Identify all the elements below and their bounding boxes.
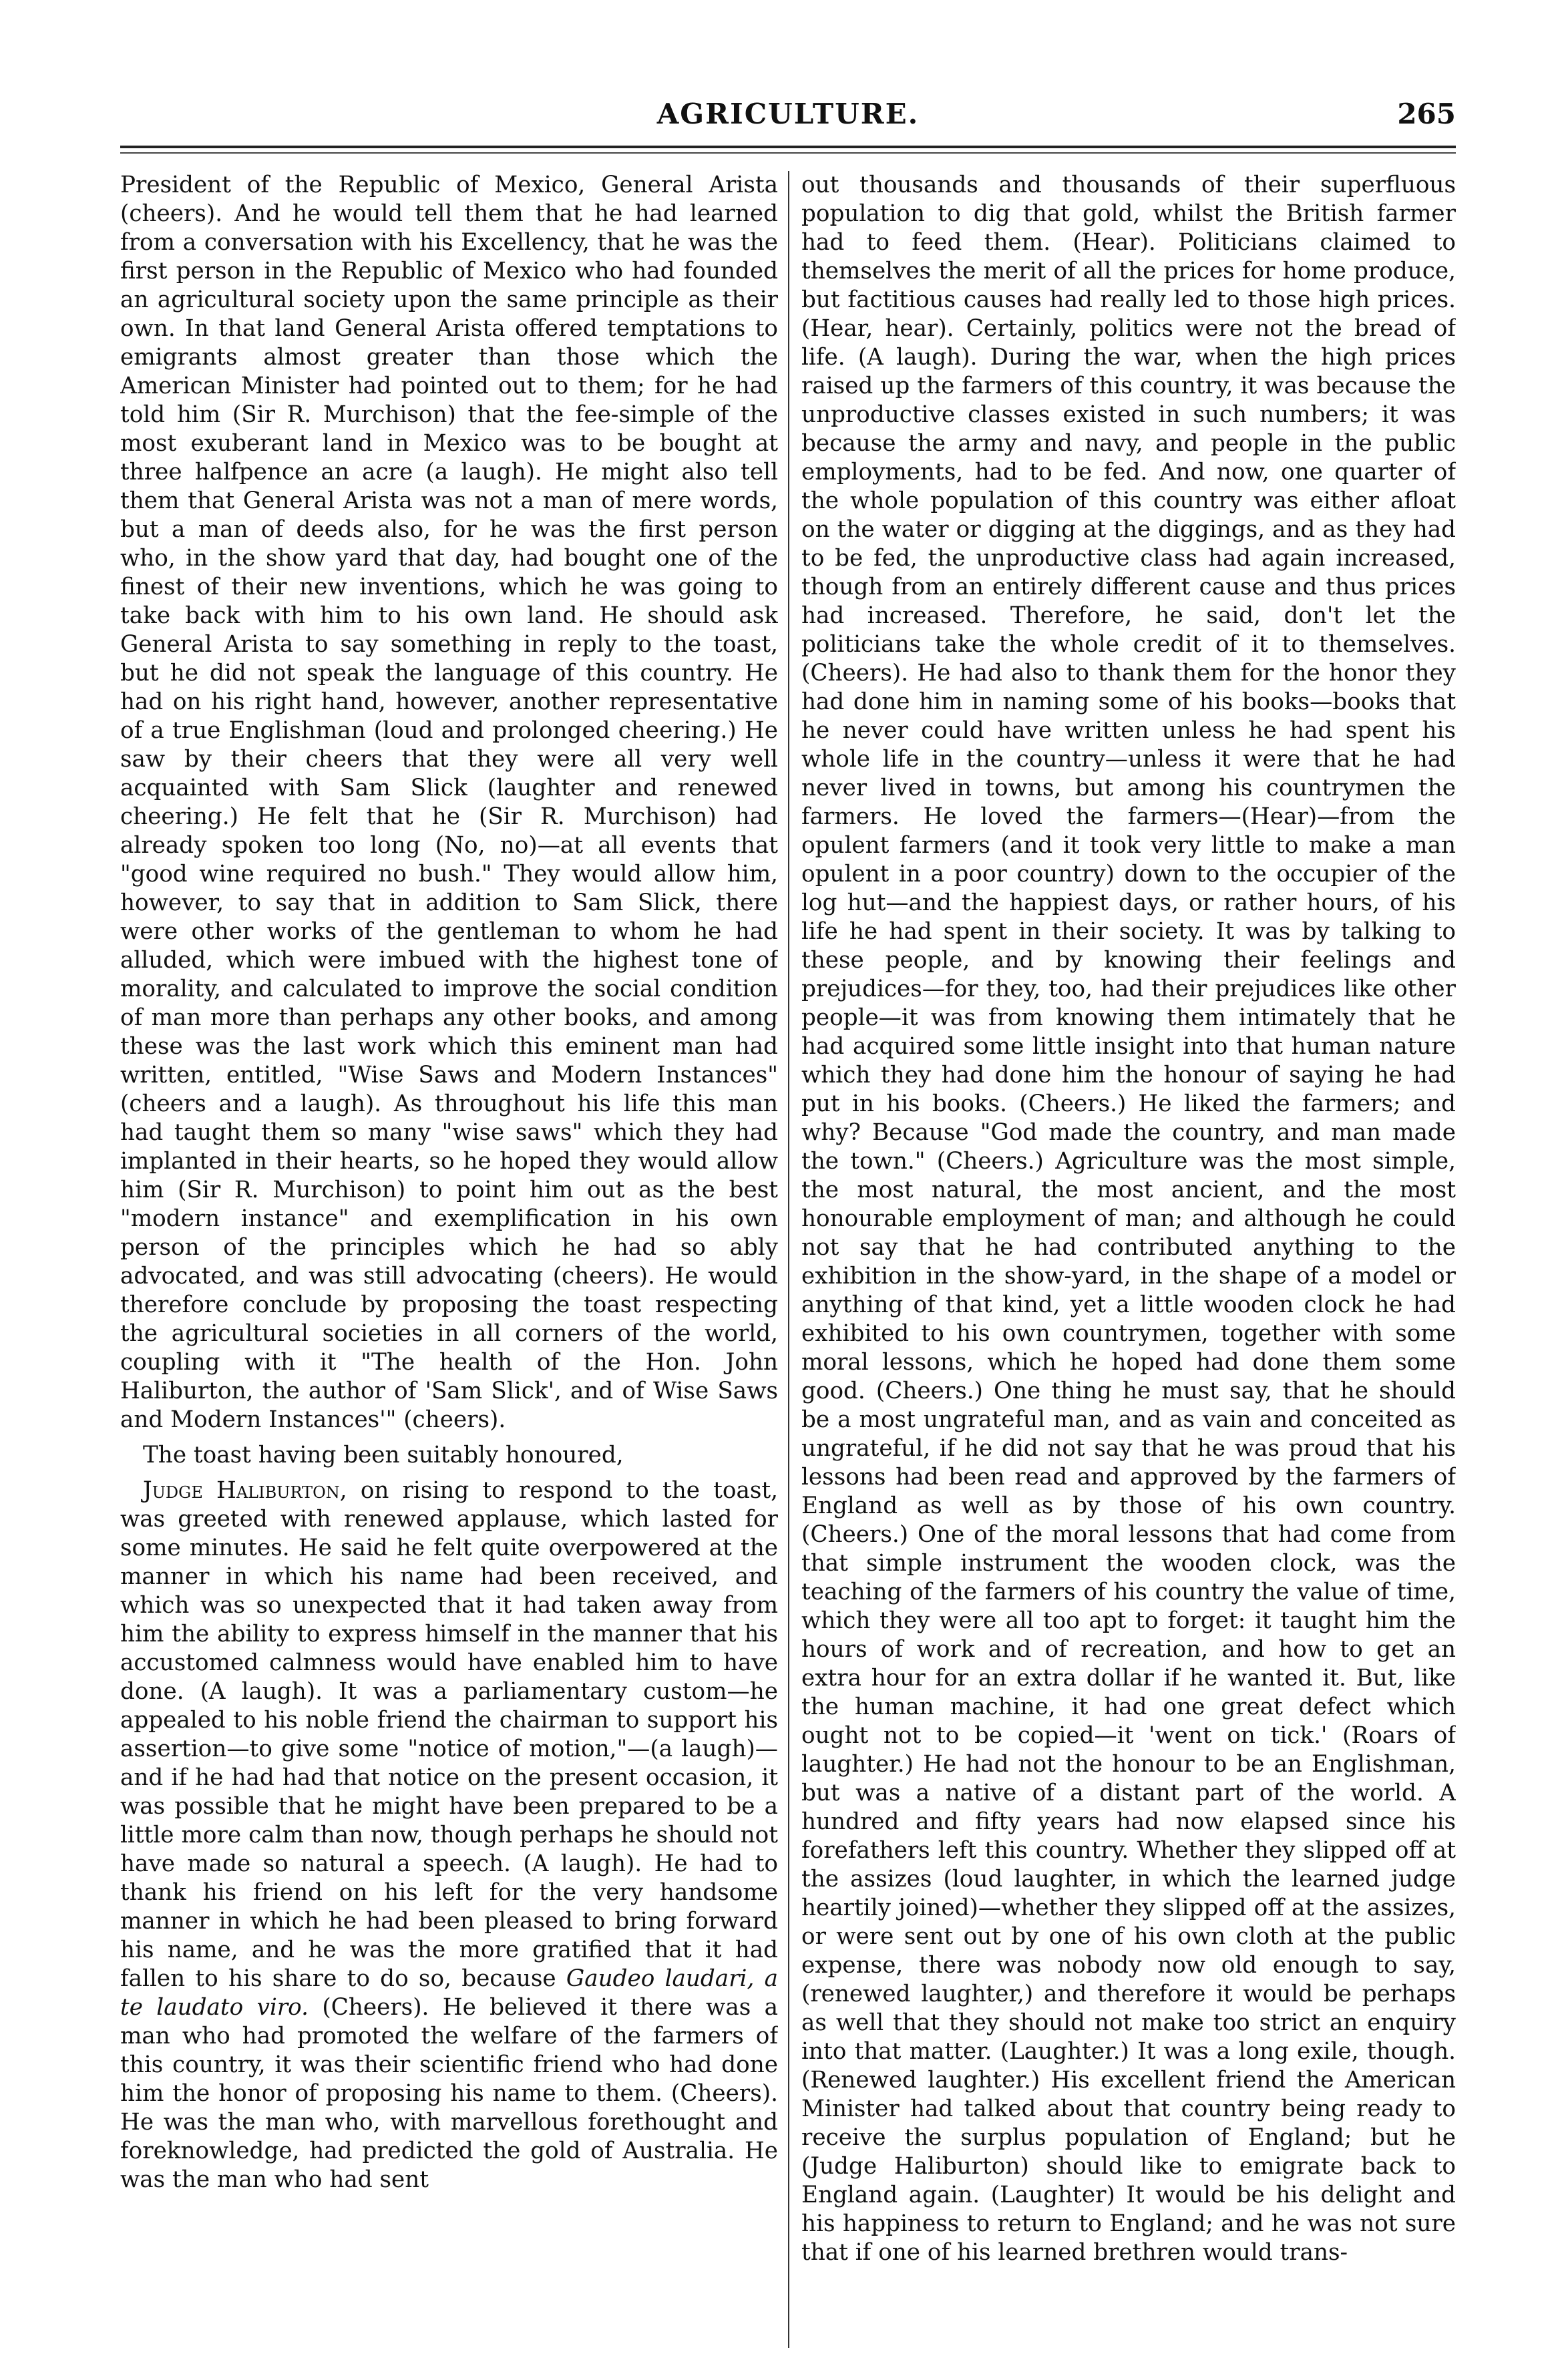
page-number: 265 (1397, 97, 1456, 130)
left-paragraph-3-end: (Cheers). He believed it there was a man who had promoted the welfare of the farmers of this country, it was their scientific friend who had done him the honor of proposing his name to them. (Cheers). He was the man who, with marvellous forethought and foreknowledge, had predicted the gold of Australia. He was the man who had sent (120, 1994, 778, 2193)
page-header (120, 93, 1456, 134)
header-rule (120, 146, 1456, 148)
header-rule-thin (120, 152, 1456, 154)
left-paragraph-2: The toast having been suitably honoured, (143, 1442, 624, 1468)
column-divider (788, 171, 789, 2348)
right-column (801, 171, 1456, 2335)
right-paragraph-1: out thousands and thousands of their superfluous population to dig that gold, whilst the British farmer had to feed them. (Hear). Politicians claimed to themselves the merit of all the prices for home produce, but factitious causes had really led to those high prices. (Hear, hear). Certainly, politics were not the bread of life. (A laugh). During the war, when the high prices raised up the farmers of this country, it was because the unproductive classes existed in such numbers; it was because the army and navy, and people in the public employments, had to be fed. And now, one quarter of the whole population of this country was either afloat on the water or digging at the diggings, and as they had to be fed, the unproductive class had again increased, though from an entirely different cause and thus prices had increased. Therefore, he said, don't let the politicians take the whole credit of it to themselves. (Cheers). He had also to thank them for the honor they had done him in naming some of his books—books that he never could have written unless he had spent his whole life in the country—unless it were that he had never lived in towns, but among his countrymen the farmers. He loved the farmers—(Hear)—from the opulent farmers (and it took very little to make a man opulent in a poor country) down to the occupier of the log hut—and the happiest days, or rather hours, of his life he had spent in their society. It was by talking to these people, and by knowing their feelings and prejudices—for they, too, had their prejudices like other people—it was from knowing them intimately that he had acquired some little insight into that human nature which they had done him the honour of saying he had put in his books. (Cheers.) He liked the farmers; and why? Because "God made the country, and man made the town." (Cheers.) Agriculture was the most simple, the most natural, the most ancient, and the most honourable employment of man; and although he could not say that he had contributed anything to the exhibition in the show-yard, in the shape of a model or anything of that kind, yet a little wooden clock he had exhibited to his own countrymen, together with some moral lessons, which he hoped had done them some good. (Cheers.) One thing he must say, that he should be a most ungrateful man, and as vain and conceited as ungrateful, if he did not say that he was proud that his lessons had been read and approved by the farmers of England as well as by those of his own country. (Cheers.) One of the moral lessons that had come from that simple instrument the wooden clock, was the teaching of the farmers of his country the value of time, which they were all too apt to forget: it taught him the hours of work and of recreation, and how to get an extra hour for an extra dollar if he wanted it. But, like the human machine, it had one great defect which ought not to be copied—it 'went on tick.' (Roars of laughter.) He had not the honour to be an Englishman, but was a native of a distant part of the world. A hundred and fifty years had now elapsed since his forefathers left this country. Whether they slipped off at the assizes (loud laughter, in which the learned judge heartily joined)—whether they slipped off at the assizes, or were sent out by one of his own cloth at the public expense, there was nobody now old enough to say, (renewed laughter,) and therefore it would be perhaps as well that they should not make too strict an enquiry into that matter. (Laughter.) It was a long exile, though. (Renewed laughter.) His excellent friend the American Minister had talked about that country being ready to receive the surplus population of England; but he (Judge Haliburton) should like to emigrate back to England again. (Laughter) It would be his delight and his happiness to return to England; and he was not sure that if one of his learned brethren would trans- (801, 172, 1456, 2266)
left-column (120, 171, 778, 2335)
running-title: AGRICULTURE. (656, 97, 920, 130)
left-paragraph-1: President of the Republic of Mexico, General Arista (cheers). And he would tell them that he had learned from a conversation with his Excellency, that he was the first person in the Republic of Mexico who had founded an agricultural society upon the same principle as their own. In that land General Arista offered temptations to emigrants almost greater than those which the American Minister had pointed out to them; for he had told him (Sir R. Murchison) that the fee-simple of the most exuberant land in Mexico was to be bought at three halfpence an acre (a laugh). He might also tell them that General Arista was not a man of mere words, but a man of deeds also, for he was the first person who, in the show yard that day, had bought one of the finest of their new inventions, which he was going to take back with him to his own land. He should ask General Arista to say something in reply to the toast, but he did not speak the language of this country. He had on his right hand, however, another representative of a true Englishman (loud and prolonged cheering.) He saw by their cheers that they were all very well acquainted with Sam Slick (laughter and renewed cheering.) He felt that he (Sir R. Murchison) had already spoken too long (No, no)—at all events that "good wine required no bush." They would allow him, however, to say that in addition to Sam Slick, there were other works of the gentleman to whom he had alluded, which were imbued with the highest tone of morality, and calculated to improve the social condition of man more than perhaps any other books, and among these was the last work which this eminent man had written, entitled, "Wise Saws and Modern Instances" (cheers and a laugh). As throughout his life this man had taught them so many "wise saws" which they had implanted in their hearts, so he hoped they would allow him (Sir R. Murchison) to point him out as the best "modern instance" and exemplification in his own person of the principles which he had so ably advocated, and was still advocating (cheers). He would therefore conclude by proposing the toast respecting the agricultural societies in all corners of the world, coupling with it "The health of the Hon. John Haliburton, the author of 'Sam Slick', and of Wise Saws and Modern Instances'" (cheers). (120, 172, 778, 1433)
speaker-name: Judge Haliburton, (143, 1477, 347, 1504)
left-paragraph-3-text: on rising to respond to the toast, was greeted with renewed applause, which lasted for some minutes. He said he felt quite overpowered at the manner in which his name had been received, and which was so unexpected that it had taken away from him the ability to express himself in the manner that his accustomed calmness would have enabled him to have done. (A laugh). It was a parliamentary custom—he appealed to his noble friend the chairman to support his assertion—to give some "notice of motion,"—(a laugh)—and if he had had that notice on the present occasion, it was possible that he might have been prepared to be a little more calm than now, though perhaps he should not have made so natural a speech. (A laugh). He had to thank his friend on his left for the very handsome manner in which he had been pleased to bring forward his name, and he was the more gratified that it had fallen to his share to do so, because (120, 1477, 778, 1992)
left-paragraph-3 (120, 1476, 778, 2194)
latin-quote: Gaudeo laudari, a te laudato viro. (120, 1965, 778, 2021)
